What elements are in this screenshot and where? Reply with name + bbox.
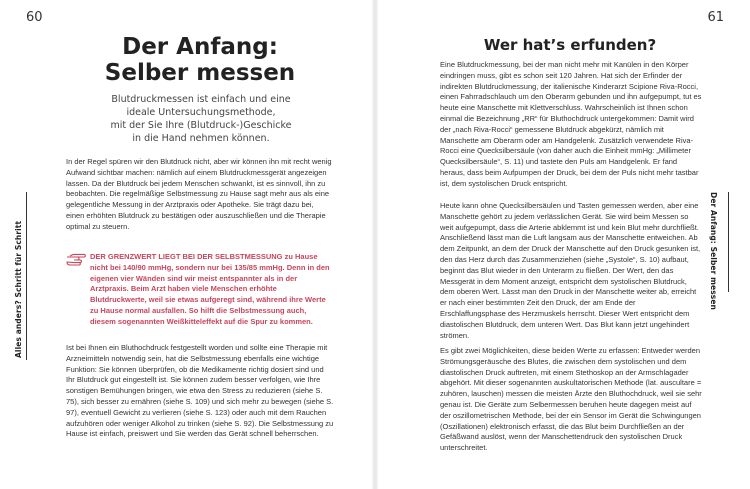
intro-line: Blutdruckmessen ist einfach und eine [111,94,291,105]
chapter-intro [88,93,314,145]
intro-line: in die Hand nehmen können. [132,133,270,144]
body-paragraph: Ist bei Ihnen ein Bluthochdruck festgestellt worden und sollte eine Therapie mit Arzneimitteln notwendig sein, hat die Selbstmessung ebenfalls eine wichtige Funktion: Sie können überprüfen, ob die Medikamente richtig dosiert sind und Ihr Blutdruck gut eingestellt ist. Sie können zudem besser verfolgen, wie Ihre sonstigen Bemühungen bringen, wie etwa den Stress zu reduzieren (siehe S. 75), sich besser zu ernähren (siehe S. 109) und sich mehr zu bewegen (siehe S. 97), eventuell Gewicht zu verlieren (siehe S. 123) oder auch mit dem Rauchen aufzuhören oder weniger Alkohol zu trinken (siehe S. 92). Die Selbstmessung zu Hause ist einfach, preiswert und Sie werden das Gerät schnell beherrschen. [66,343,334,439]
body-paragraph: Eine Blutdruckmessung, bei der man nicht mehr mit Kanülen in den Körper eindringen muss, gibt es schon seit 120 Jahren. Hat sich der Erfinder der indirekten Blutdruckmessung, der italienische Kinderarzt Scipione Riva-Rocci, einen Fahrradschlauch um den Oberarm gebunden und ihn aufgepumpt, tut es heute eine Manschette mit Klettverschluss. Wahrscheinlich ist Ihnen schon einmal die Bezeichnung „RR“ für Bluthochdruck untergekommen: Damit wird der „nach Riva-Rocci“ gemessene Blutdruck abgekürzt, nämlich mit Manschette am Oberarm oder am Handgelenk. Zusätzlich verwendete Riva-Rocci eine Quecksilbersäule (von daher auch die Einheit mmHg: „Millimeter Quecksilbersäule“, S. 11) und tastete den Puls am Handgelenk. Er fand heraus, dass beim Aufpumpen der Druck, bei dem der Puls nicht mehr tastbar ist, dem systolischen Druck entspricht. [440,60,702,188]
side-tab-right: Der Anfang: Selber messen [709,192,718,310]
side-tab-left: Alles anders? Schritt für Schritt [14,220,23,358]
intro-line: ideale Untersuchungsmethode, [126,107,276,118]
callout-box [66,252,334,328]
side-rule-left [26,192,27,360]
body-paragraph: Heute kann ohne Quecksilbersäulen und Tasten gemessen werden, aber eine Manschette gehört zu jedem verlässlichen Gerät. Sie wird beim Messen so weit aufgepumpt, dass die Arterie abklemmt ist und kein Blut mehr durchfließt. Anschließend lässt man die Luft langsam aus der Manschette entweichen. Ab dem Zeitpunkt, an dem der Druck der Manschette auf den Druck gesunken ist, den das Herz durch das Zusammenziehen (siehe „Systole“, S. 10) aufbaut, beginnt das Blut wieder in den Unterarm zu fließen. Der Wert, den das Messgerät in dem Moment anzeigt, entspricht dem systolischen Blutdruck, dem oberen Wert. Lässt man den Druck in der Manschette weiter ab, erreicht er nach einer bestimmten Zeit den Druck, der am Ende der Erschlaffungsphase des Herzmuskels herrscht. Dieser Wert entspricht dem diastolischen Blutdruck, dem unteren Wert. Das Blut kann jetzt ungehindert strömen. [440,201,701,340]
body-paragraph: In der Regel spüren wir den Blutdruck nicht, aber wir können ihn mit recht wenig Aufwand sichtbar machen: nämlich auf einem Blutdruckmessgerät angezeigen lassen. Da der Blutdruck bei jedem Menschen schwankt, ist es sinnvoll, ihn zu beobachten. Die regelmäßige Selbstmessung zu Hause sagt mehr aus als eine gelegentliche Messung in der Arztpraxis oder Apotheke. Sie trägt dazu bei, einen erhöhten Blutdruck zu bestätigen oder auszuschließen und die Therapie optimal zu steuern. [66,157,332,231]
book-gutter [372,0,378,489]
pointing-hand-icon [66,252,86,266]
intro-line: mit der Sie Ihre (Blutdruck-)Geschicke [110,120,292,131]
callout-lead: DER GRENZWERT LIEGT BEI DER SELBSTMESSUNG [90,252,283,261]
page-number-left: 60 [26,10,43,25]
side-rule-right [728,192,729,292]
section-title: Wer hat’s erfunden? [483,36,657,54]
callout-body: zu Hause nicht bei 140/90 mmHg, sondern nur bei 135/85 mmHg. Denn in den eigenen vier Wänden sind wir meist entspannter als in der Arztpraxis. Beim Arzt haben viele Menschen erhöhte Blutdruckwerte, weil sie etwas aufgeregt sind, während ihre Werte zu Hause normal ausfallen. So hilft die Selbstmessung auch, diesem sogenannten Weißkitteleffekt auf die Spur zu kommen. [90,252,330,326]
chapter-title-line2: Selber messen [104,60,296,86]
chapter-title [90,34,310,86]
callout-text [90,252,334,328]
page-number-right: 61 [707,10,724,25]
chapter-title-line1: Der Anfang: [122,34,278,60]
body-paragraph: Es gibt zwei Möglichkeiten, diese beiden Werte zu erfassen: Entweder werden Strömungsgeräusche des Blutes, die zwischen dem systolischen und dem diastolischen Druck auftreten, mit einem Stethoskop an der Armschlagader abgehört. Mit dieser sogenannten auskultatorischen Methode (lat. auscultare = zuhören, lauschen) messen die meisten Ärzte den Bluthochdruck, weil sie sehr genau ist. Die Geräte zum Selbermessen beruhen heute dagegen meist auf der oszillometrischen Methode, bei der ein Sensor im Gerät die Schwingungen (Oszillationen) elektronisch erfasst, die das Blut beim Durchfließen an der Gefäßwand auslöst, wenn der Manschettendruck den systolischen Druck unterschreitet. [440,346,702,453]
